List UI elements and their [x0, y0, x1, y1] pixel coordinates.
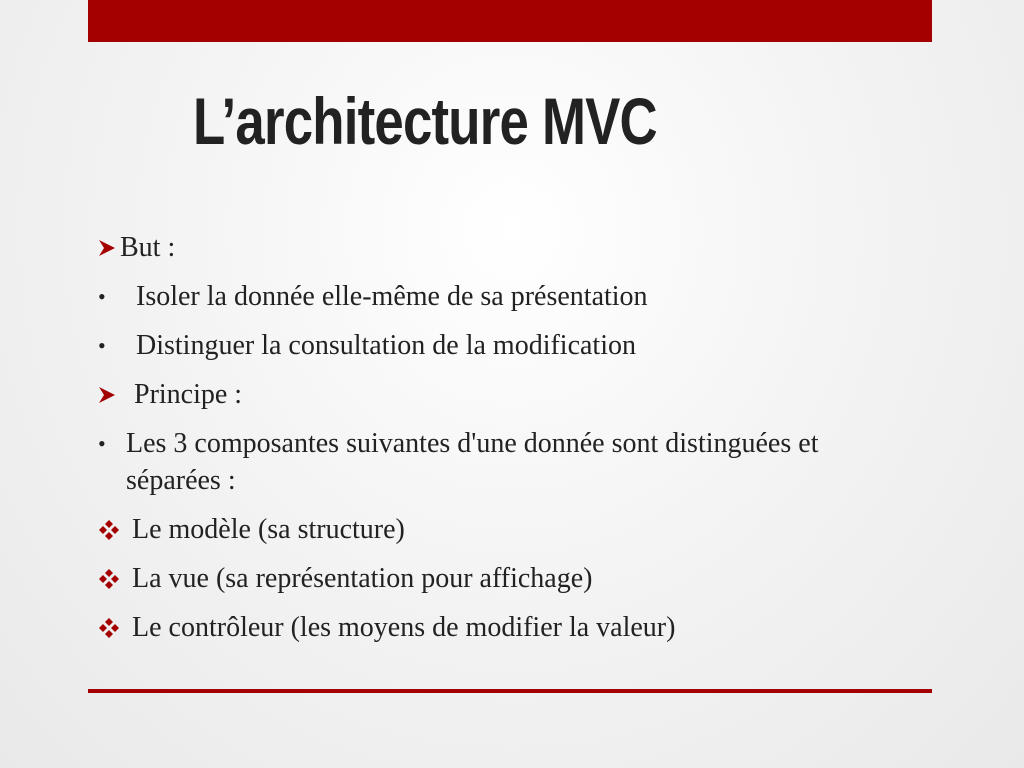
list-item-text: Isoler la donnée elle-même de sa présentation — [136, 281, 648, 312]
list-item — [98, 376, 918, 413]
list-item-text: Distinguer la consultation de la modification — [136, 330, 636, 361]
bullet-icon: • — [98, 333, 106, 358]
list-item-text: Le modèle (sa structure) — [132, 514, 405, 545]
list-item — [98, 425, 918, 499]
list-item-text: Les 3 composantes suivantes d'une donnée sont distinguées et séparées : — [126, 428, 819, 496]
slide-content — [98, 229, 918, 658]
bullet-icon: • — [98, 284, 106, 309]
list-item-text: But : — [120, 232, 176, 263]
list-item-text: Principe : — [134, 379, 243, 410]
list-item — [98, 560, 918, 597]
list-item — [98, 278, 918, 315]
diamond-cluster-icon — [98, 511, 132, 548]
list-item-text: La vue (sa représentation pour affichage) — [132, 563, 593, 594]
list-item-text: Le contrôleur (les moyens de modifier la valeur) — [132, 612, 676, 643]
list-item — [98, 229, 918, 266]
arrow-icon — [98, 229, 120, 266]
diamond-cluster-icon — [98, 609, 132, 646]
arrow-icon — [98, 376, 134, 413]
slide-title: L’architecture MVC — [193, 84, 657, 158]
list-item — [98, 327, 918, 364]
bullet-icon: • — [98, 431, 106, 456]
top-accent-bar — [88, 0, 932, 42]
list-item — [98, 511, 918, 548]
list-item — [98, 609, 918, 646]
diamond-cluster-icon — [98, 560, 132, 597]
bottom-divider — [88, 689, 932, 693]
